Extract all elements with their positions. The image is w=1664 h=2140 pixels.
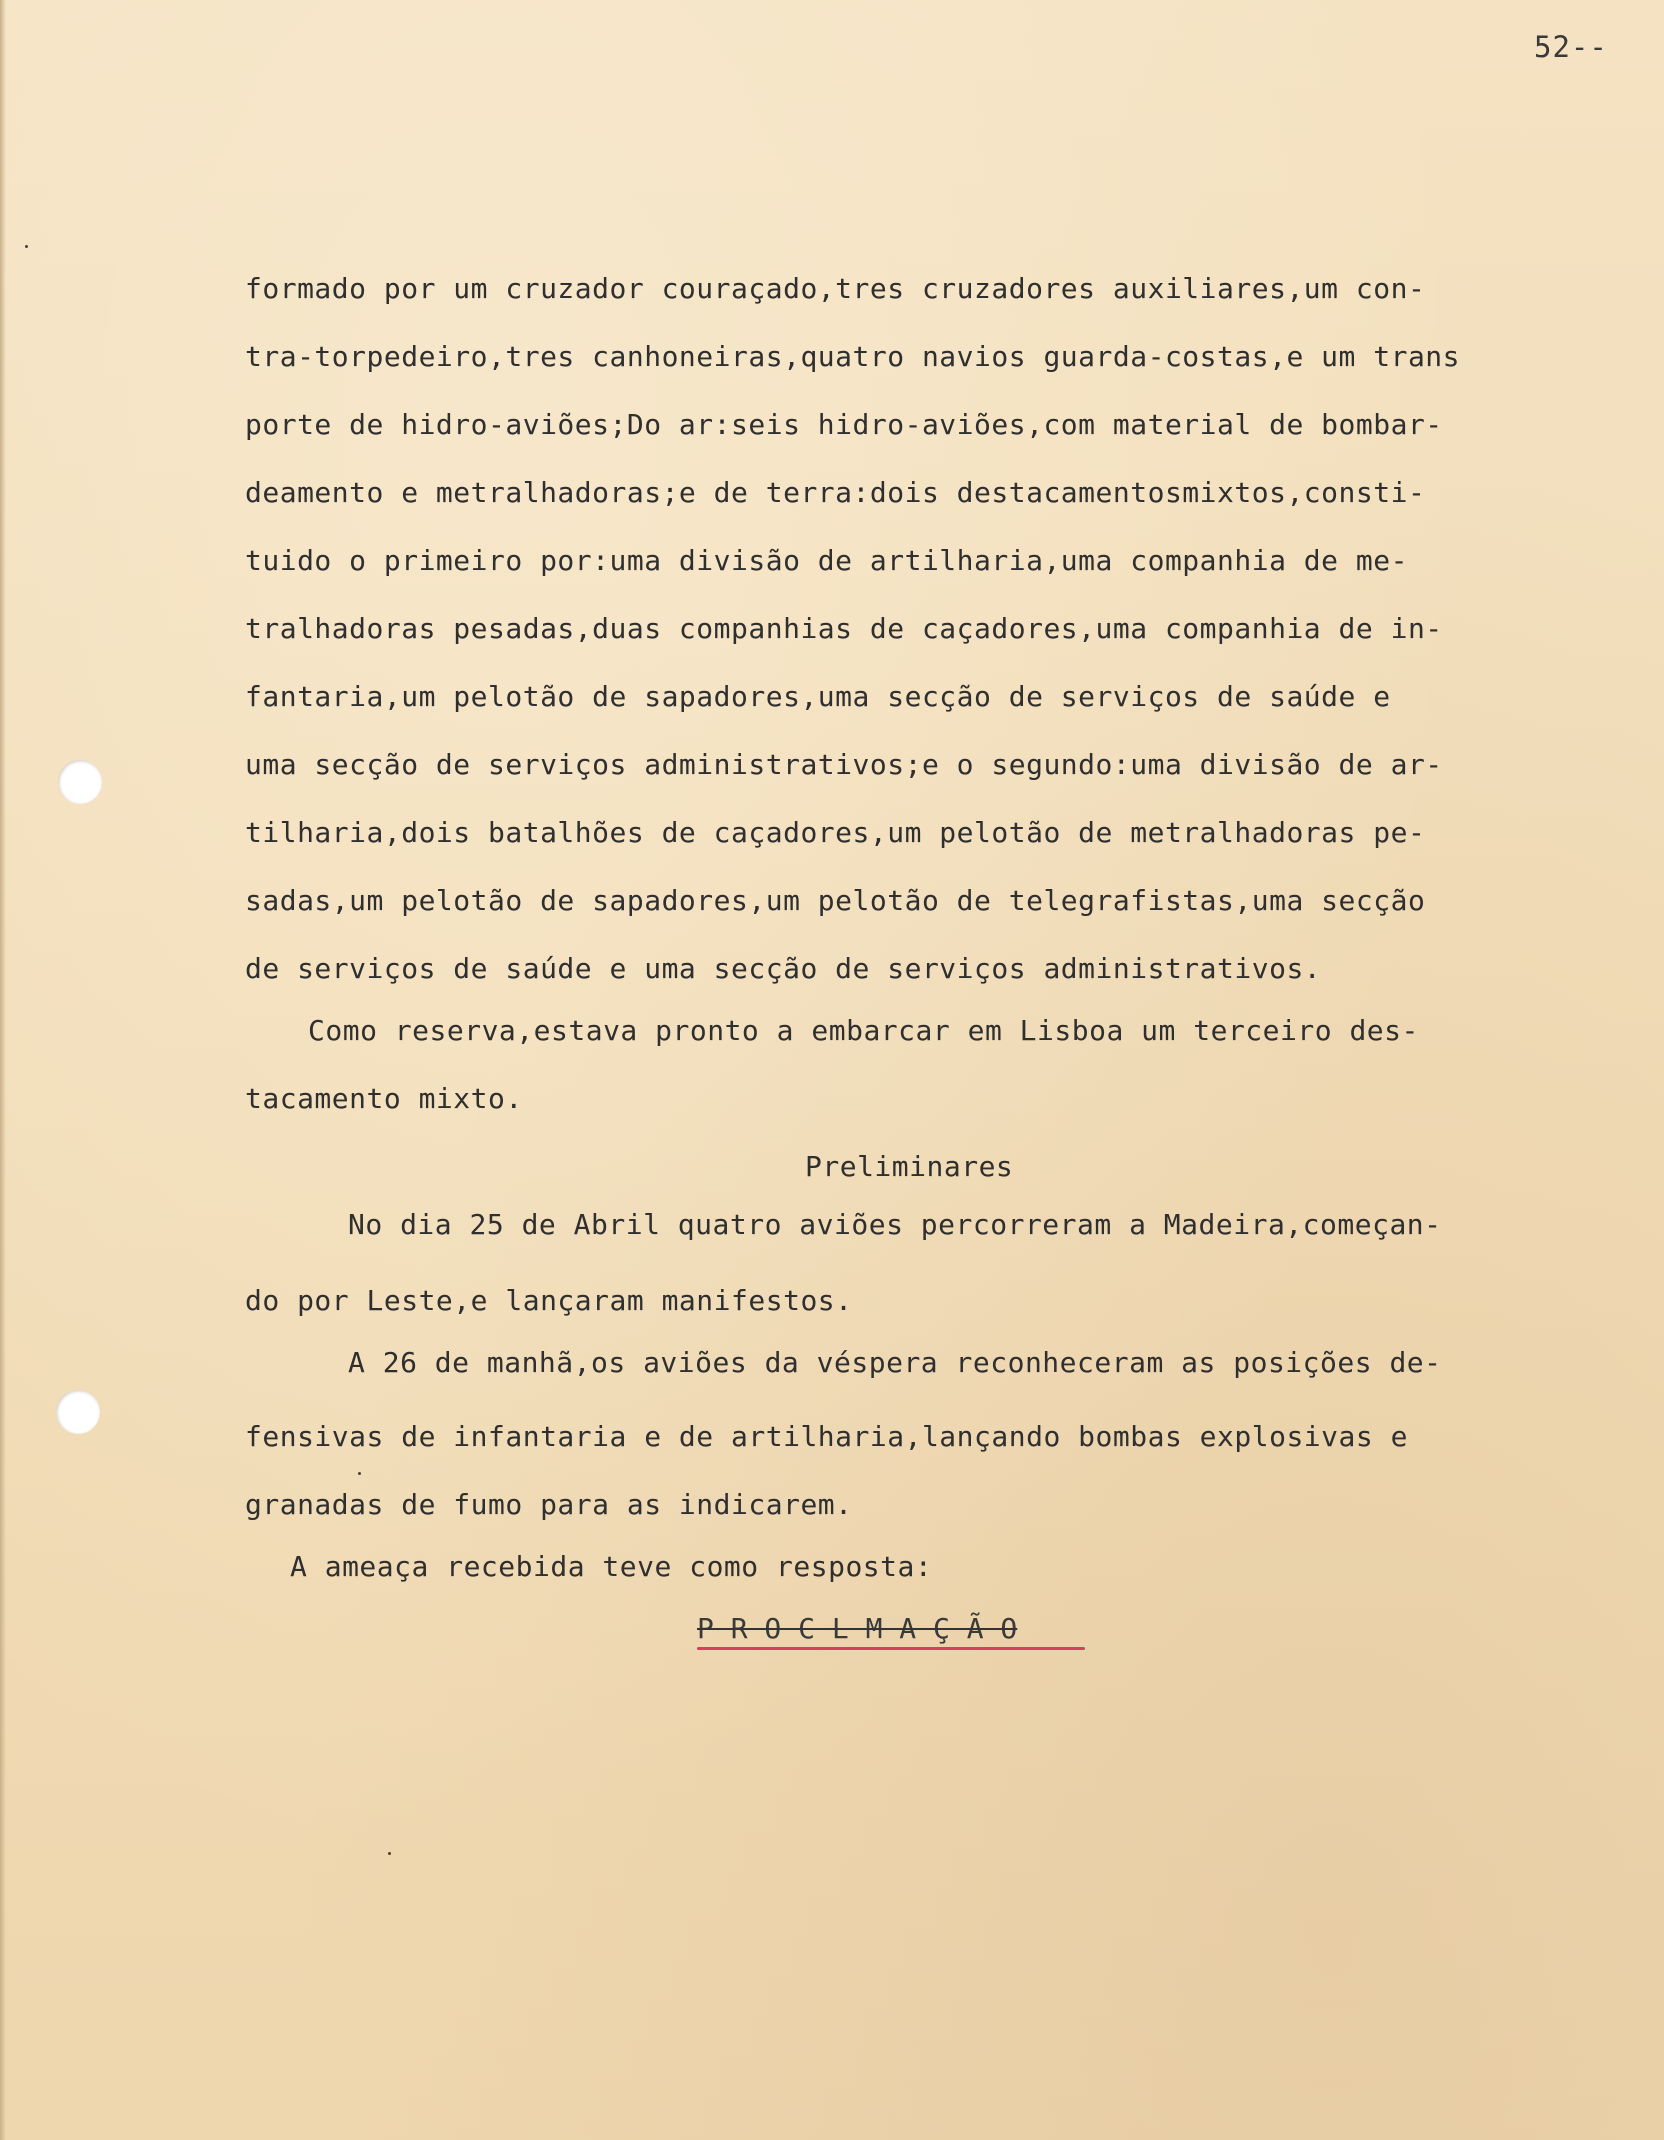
body-line-3: porte de hidro-aviões;Do ar:seis hidro-aviões,com material de bombar- — [245, 408, 1443, 441]
reserve-paragraph-line-1: Como reserva,estava pronto a embarcar em Lisboa um terceiro des- — [308, 1014, 1419, 1047]
body-line-7: fantaria,um pelotão de sapadores,uma secção de serviços de saúde e — [245, 680, 1391, 713]
paper-speck — [388, 1852, 391, 1855]
preliminaries-line-2: do por Leste,e lançaram manifestos. — [245, 1284, 853, 1317]
struck-heading: P R O C L M A Ç Ã O — [697, 1612, 1018, 1645]
preliminaries-line-1: No dia 25 de Abril quatro aviões percorreram a Madeira,começan- — [348, 1208, 1442, 1241]
body-line-6: tralhadoras pesadas,duas companhias de caçadores,uma companhia de in- — [245, 612, 1443, 645]
recon-line-1: A 26 de manhã,os aviões da véspera reconheceram as posições de- — [348, 1346, 1442, 1379]
paper-edge — [0, 0, 6, 2140]
red-underline — [697, 1647, 1085, 1650]
punch-hole-bottom — [56, 1390, 100, 1434]
body-line-2: tra-torpedeiro,tres canhoneiras,quatro navios guarda-costas,e um trans — [245, 340, 1461, 373]
response-line: A ameaça recebida teve como resposta: — [290, 1550, 933, 1583]
body-line-10: sadas,um pelotão de sapadores,um pelotão de telegrafistas,uma secção — [245, 884, 1426, 917]
body-line-8: uma secção de serviços administrativos;e o segundo:uma divisão de ar- — [245, 748, 1443, 781]
body-line-5: tuido o primeiro por:uma divisão de artilharia,uma companhia de me- — [245, 544, 1408, 577]
paper-speck — [25, 245, 28, 248]
reserve-paragraph-line-2: tacamento mixto. — [245, 1082, 523, 1115]
body-line-1: formado por um cruzador couraçado,tres cruzadores auxiliares,um con- — [245, 272, 1426, 305]
recon-line-2: fensivas de infantaria e de artilharia,lançando bombas explosivas e — [245, 1420, 1408, 1453]
punch-hole-top — [58, 760, 102, 804]
page-number: 52-- — [1534, 30, 1608, 64]
recon-line-3: granadas de fumo para as indicarem. — [245, 1488, 853, 1521]
body-line-4: deamento e metralhadoras;e de terra:dois destacamentosmixtos,consti- — [245, 476, 1426, 509]
body-line-11: de serviços de saúde e uma secção de serviços administrativos. — [245, 952, 1322, 985]
body-line-9: tilharia,dois batalhões de caçadores,um pelotão de metralhadoras pe- — [245, 816, 1426, 849]
paper-speck — [358, 1472, 361, 1475]
section-heading: Preliminares — [805, 1150, 1014, 1183]
